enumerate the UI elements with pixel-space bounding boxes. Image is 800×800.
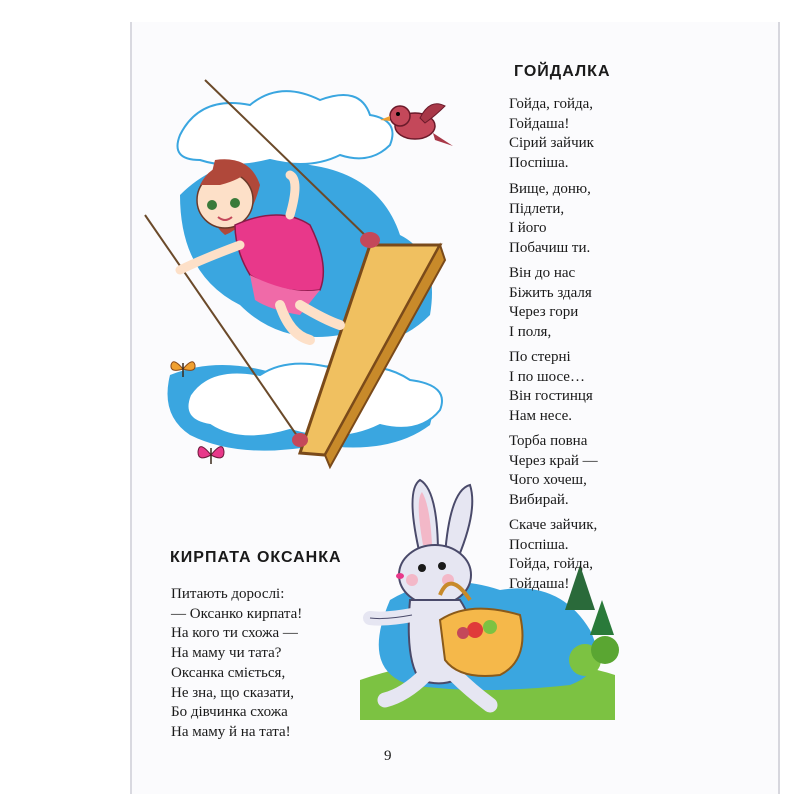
butterfly-icon	[195, 440, 227, 470]
poem-line: Він до нас	[509, 265, 576, 281]
poem-line: Через гори	[509, 304, 579, 320]
poem-line: Не зна, що сказати,	[171, 684, 295, 701]
poem-line: По стерні	[509, 349, 571, 365]
poem-line: Поспіша.	[509, 536, 569, 553]
poem-title-kyrpata-oksanka: КИРПАТА ОКСАНКА	[170, 549, 342, 566]
stanza	[171, 664, 294, 742]
poem-line: І по шосе…	[509, 368, 585, 385]
poem-line: Нам несе.	[509, 407, 573, 424]
poem-line: Гойдаша!	[509, 115, 570, 132]
poem-line: Побачиш ти.	[509, 239, 591, 256]
stanza	[509, 348, 593, 426]
poem-line: Підлети,	[509, 200, 565, 217]
poem-line: На маму й на тата!	[171, 723, 291, 740]
poem-line: Через край —	[509, 452, 598, 469]
stanza	[509, 516, 597, 594]
poem-line: Сірий зайчик	[509, 135, 594, 151]
stanza	[171, 585, 302, 663]
poem-line: Чого хочеш,	[509, 472, 587, 488]
poem-line: На кого ти схожа —	[171, 625, 298, 641]
stanza	[509, 264, 592, 342]
poem-line: Він гостинця	[509, 388, 593, 404]
bird-icon	[375, 98, 455, 153]
poem-line: Оксанка сміється,	[171, 665, 286, 681]
poem-line: Поспіша.	[509, 154, 569, 171]
page-edge	[130, 22, 132, 794]
butterfly-icon	[168, 355, 198, 383]
poem-title-gojdalka: ГОЙДАЛКА	[514, 63, 611, 80]
poem-line: Скаче зайчик,	[509, 517, 598, 533]
poem-line: Питають дорослі:	[171, 586, 285, 602]
poem-line: Гойдаша!	[509, 575, 570, 592]
poem-line: Вибирай.	[509, 491, 569, 508]
poem-line: На маму чи тата?	[171, 644, 282, 661]
stanza	[509, 95, 594, 173]
poem-line: Біжить здаля	[509, 284, 592, 301]
poem-line: Гойда, гойда,	[509, 556, 594, 572]
poem-line: Бо дівчинка схожа	[171, 704, 288, 720]
poem-line: — Оксанко кирпата!	[171, 605, 303, 622]
poem-line: Гойда, гойда,	[509, 96, 594, 112]
poem-line: І поля,	[509, 323, 552, 340]
stanza	[509, 432, 598, 510]
poem-line: І його	[509, 220, 547, 236]
poem-line: Торба повна	[509, 433, 588, 449]
page-number: 9	[384, 748, 392, 764]
stanza	[509, 180, 591, 258]
poem-line: Вище, доню,	[509, 181, 591, 197]
